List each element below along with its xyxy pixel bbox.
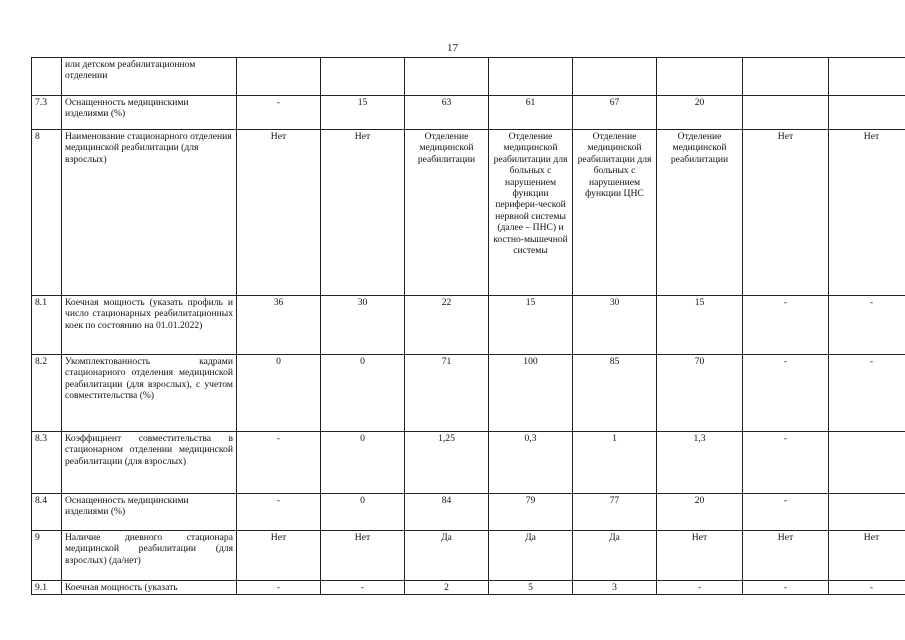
- value-cell: Нет: [657, 531, 743, 581]
- value-cell: Отделение медицинской реабилитации: [657, 130, 743, 296]
- value-cell: 79: [489, 494, 573, 531]
- value-cell: [321, 58, 405, 96]
- value-cell: -: [237, 96, 321, 130]
- value-cell: [237, 58, 321, 96]
- table-row: [32, 96, 905, 130]
- value-cell: 3: [573, 581, 657, 595]
- row-label: Наличие дневного стационара медицинской реабилитации (для взрослых) (да/нет): [62, 531, 237, 581]
- value-cell: 20: [657, 96, 743, 130]
- value-cell: [829, 96, 905, 130]
- value-cell: 0,3: [489, 432, 573, 494]
- value-cell: 15: [489, 296, 573, 355]
- table-row: [32, 296, 905, 355]
- row-label: Наименование стационарного отделения медицинской реабилитации (для взрослых): [62, 130, 237, 296]
- value-cell: -: [829, 296, 905, 355]
- value-cell: -: [237, 494, 321, 531]
- table-body: [32, 58, 905, 595]
- value-cell: Да: [573, 531, 657, 581]
- value-cell: [489, 58, 573, 96]
- value-cell: -: [743, 355, 829, 432]
- row-label: Коечная мощность (указать: [62, 581, 237, 595]
- value-cell: 70: [657, 355, 743, 432]
- value-cell: Нет: [829, 531, 905, 581]
- table-row: [32, 355, 905, 432]
- value-cell: -: [657, 581, 743, 595]
- row-number: 8.4: [32, 494, 62, 531]
- value-cell: Отделение медицинской реабилитации для больных с нарушением функции ЦНС: [573, 130, 657, 296]
- value-cell: Нет: [237, 531, 321, 581]
- row-number: 8.1: [32, 296, 62, 355]
- value-cell: Нет: [743, 130, 829, 296]
- row-label: Укомплектованность кадрами стационарного отделения медицинской реабилитации (для взрослых), с учетом совместительства (%): [62, 355, 237, 432]
- value-cell: [573, 58, 657, 96]
- value-cell: Да: [489, 531, 573, 581]
- value-cell: -: [321, 581, 405, 595]
- value-cell: 36: [237, 296, 321, 355]
- row-label: Коечная мощность (указать профиль и число стационарных реабилитационных коек по состоянию на 01.01.2022): [62, 296, 237, 355]
- table-row: [32, 58, 905, 96]
- value-cell: 30: [573, 296, 657, 355]
- value-cell: [657, 58, 743, 96]
- value-cell: [829, 432, 905, 494]
- row-number: 8.3: [32, 432, 62, 494]
- value-cell: Нет: [829, 130, 905, 296]
- value-cell: 0: [237, 355, 321, 432]
- value-cell: 61: [489, 96, 573, 130]
- table-row: [32, 432, 905, 494]
- value-cell: Нет: [321, 531, 405, 581]
- value-cell: 71: [405, 355, 489, 432]
- row-number: 9.1: [32, 581, 62, 595]
- row-number: 7.3: [32, 96, 62, 130]
- value-cell: 77: [573, 494, 657, 531]
- value-cell: Отделение медицинской реабилитации: [405, 130, 489, 296]
- value-cell: [829, 494, 905, 531]
- value-cell: -: [743, 581, 829, 595]
- value-cell: 1: [573, 432, 657, 494]
- value-cell: -: [829, 355, 905, 432]
- page-number: 17: [447, 42, 458, 54]
- value-cell: 100: [489, 355, 573, 432]
- value-cell: Нет: [743, 531, 829, 581]
- value-cell: 15: [657, 296, 743, 355]
- value-cell: 85: [573, 355, 657, 432]
- value-cell: [743, 58, 829, 96]
- value-cell: 15: [321, 96, 405, 130]
- value-cell: 1,3: [657, 432, 743, 494]
- value-cell: 5: [489, 581, 573, 595]
- value-cell: Да: [405, 531, 489, 581]
- data-table: [31, 57, 905, 595]
- row-number: 8.2: [32, 355, 62, 432]
- value-cell: 2: [405, 581, 489, 595]
- value-cell: -: [237, 432, 321, 494]
- value-cell: 63: [405, 96, 489, 130]
- table-row: [32, 581, 905, 595]
- value-cell: [405, 58, 489, 96]
- value-cell: -: [743, 432, 829, 494]
- row-label: Оснащенность медицинскими изделиями (%): [62, 494, 237, 531]
- value-cell: Нет: [237, 130, 321, 296]
- value-cell: 0: [321, 494, 405, 531]
- value-cell: Отделение медицинской реабилитации для больных с нарушением функции перифери-ческой нервной системы (далее – ПНС) и костно-мышечной системы: [489, 130, 573, 296]
- value-cell: 20: [657, 494, 743, 531]
- value-cell: 1,25: [405, 432, 489, 494]
- value-cell: 22: [405, 296, 489, 355]
- table-row: [32, 494, 905, 531]
- row-number: 8: [32, 130, 62, 296]
- table-row: [32, 531, 905, 581]
- value-cell: [743, 96, 829, 130]
- row-label: Оснащенность медицинскими изделиями (%): [62, 96, 237, 130]
- value-cell: [829, 58, 905, 96]
- value-cell: 84: [405, 494, 489, 531]
- row-label: или детском реабилитационном отделении: [62, 58, 237, 96]
- value-cell: -: [743, 296, 829, 355]
- value-cell: -: [743, 494, 829, 531]
- row-number: [32, 58, 62, 96]
- value-cell: 0: [321, 355, 405, 432]
- value-cell: 30: [321, 296, 405, 355]
- value-cell: -: [829, 581, 905, 595]
- table-row: [32, 130, 905, 296]
- value-cell: 0: [321, 432, 405, 494]
- value-cell: Нет: [321, 130, 405, 296]
- row-label: Коэффициент совместительства в стационарном отделении медицинской реабилитации (для взрослых): [62, 432, 237, 494]
- value-cell: 67: [573, 96, 657, 130]
- value-cell: -: [237, 581, 321, 595]
- row-number: 9: [32, 531, 62, 581]
